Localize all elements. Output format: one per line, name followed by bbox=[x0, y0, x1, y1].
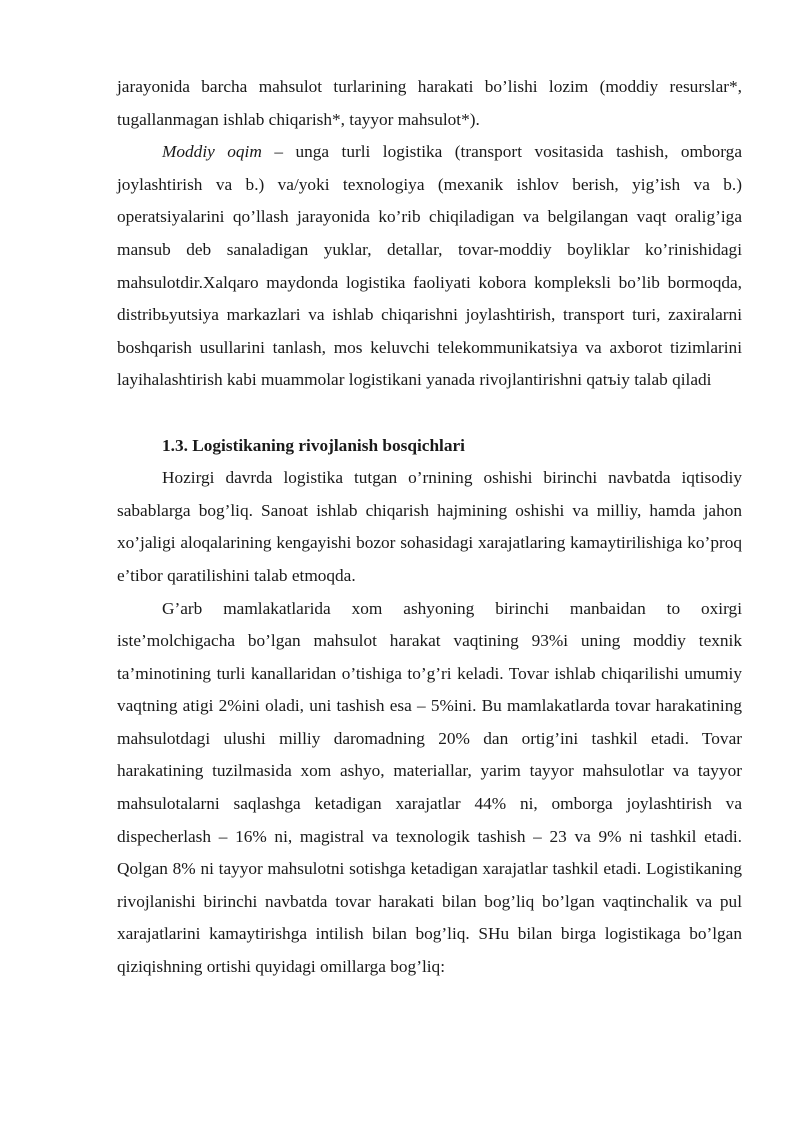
paragraph-continuation: jarayonida barcha mahsulot turlarining harakati bo’lishi lozim (moddiy resurslar*, tugallanmagan ishlab chiqarish*, tayyor mahsulot*). bbox=[117, 77, 742, 129]
paragraph-material-flow bbox=[117, 136, 742, 397]
term-moddiy-oqim: Moddiy oqim bbox=[162, 142, 262, 162]
paragraph-western-countries: G’arb mamlakatlarida xom ashyoning birinchi manbaidan to oxirgi iste’molchigacha bo’lgan mahsulot harakat vaqtining 93%i uning moddiy texnik ta’minotining turli kanallaridan o’tishiga to’g’ri keladi. Tovar ishlab chiqarilishi umumiy vaqtning atigi 2%ini oladi, uni tashish esa – 5%ini. Bu mamlakatlarda tovar harakatining mahsulotdagi ulushi milliy daromadning 20% dan ortig’ini tashkil etadi. Tovar harakatining tuzilmasida xom ashyo, materiallar, yarim tayyor mahsulotlar va tayyor mahsulotalarni saqlashga ketadigan xarajatlar 44% ni, omborga joylashtirish va dispecherlash – 16% ni, magistral va texnologik tashish – 23 va 9% ni tashkil etadi. Qolgan 8% ni tayyor mahsulotni sotishga ketadigan xarajatlar tashkil etadi. Logistikaning rivojlanishi birinchi navbatda tovar harakati bilan bog’liq bo’lgan vaqtinchalik va pul xarajatlarini kamaytirishga intilish bilan bog’liq. SHu bilan birga logistikaga bo’lgan qiziqishning ortishi quyidagi omillarga bog’liq: bbox=[117, 598, 742, 977]
section-heading: 1.3. Logistikaning rivojlanish bosqichlari bbox=[162, 435, 465, 455]
paragraph-material-flow-text: – unga turli logistika (transport vositasida tashish, omborga joylashtirish va b.) va/yoki texnologiya (mexanik ishlov berish, yig’ish va b.) operatsiyalarini qo’llash jarayonida ko’rib chiqiladigan va belgilangan vaqt oralig’iga mansub deb sanaladigan yuklar, detallar, tovar-moddiy boyliklar ko’rinishidagi mahsulotdir.Xalqaro maydonda logistika faoliyati kobora kompleksli bo’lib bormoqda, distribьyutsiya markazlari va ishlab chiqarishni joylashtirish, transport turi, zaxiralarni boshqarish usullarini tanlash, mos keluvchi telekommunikatsiya va axborot tizimlarini layihalashtirish kabi muammolar logistikani yanada rivojlantirishni qatъiy talab qiladi bbox=[117, 142, 742, 390]
spacer bbox=[117, 397, 742, 430]
paragraph-current-period: Hozirgi davrda logistika tutgan o’rnining oshishi birinchi navbatda iqtisodiy sabablarga bog’liq. Sanoat ishlab chiqarish hajmining oshishi va milliy, hamda jahon xo’jaligi aloqalarining kengayishi bozor sohasidagi xarajatlaring kamaytirilishiga ko’proq e’tibor qaratilishini talab etmoqda. bbox=[117, 468, 742, 585]
